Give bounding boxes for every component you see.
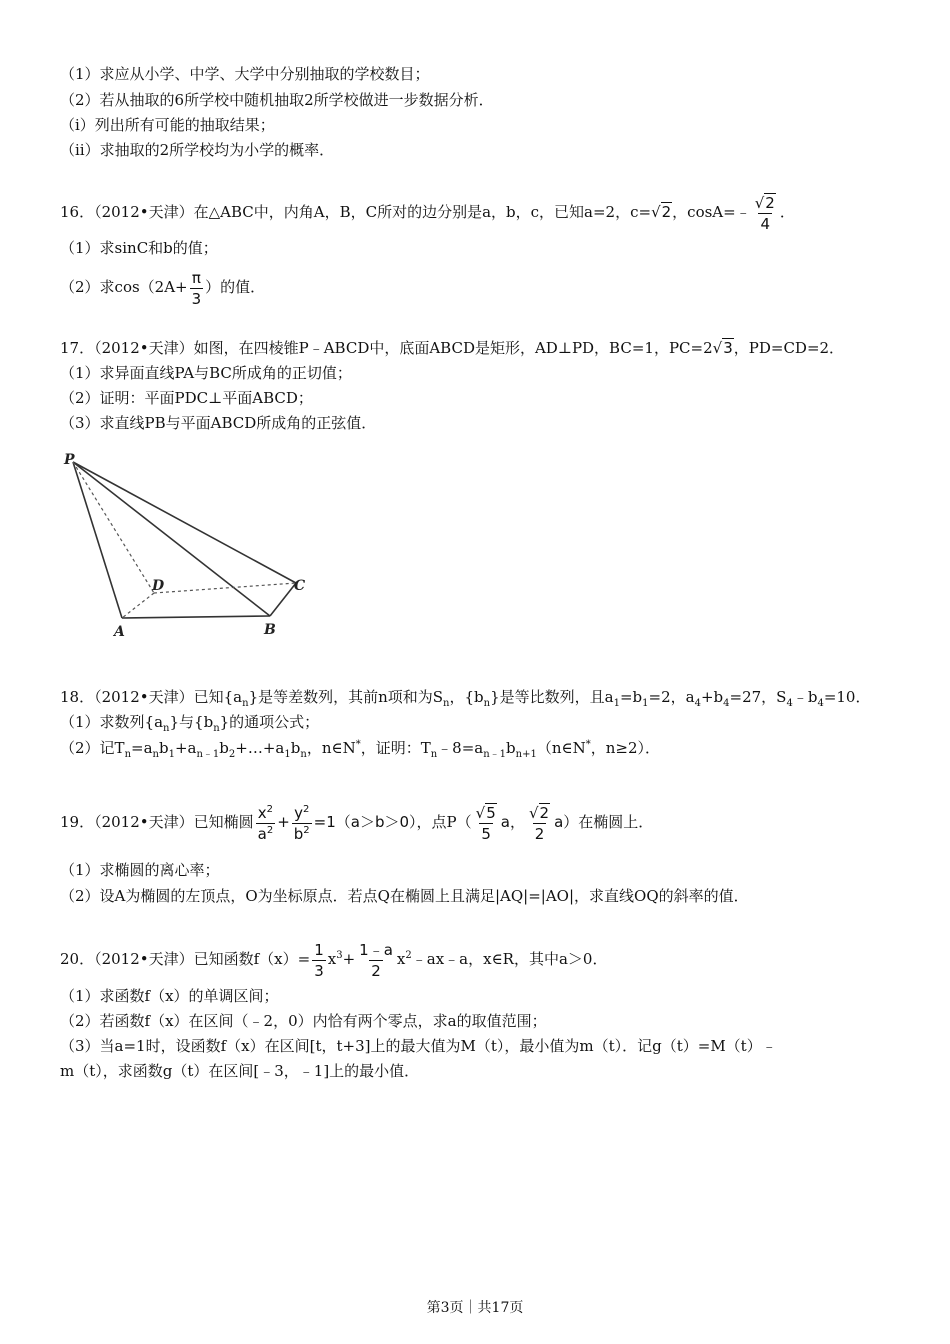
edge-ab [122, 616, 270, 618]
q16-stem-text: 16．（2012•天津）在△ABC中，内角A，B，C所对的边分别是a，b，c，已知a=2，c= [60, 203, 652, 221]
edge-pc [73, 462, 296, 583]
q19-stem: 19．（2012•天津）已知椭圆 $\frac{x^2}{a^2}$ + $\frac{y^2}{b^2}$ =1（a＞b＞0），点P（ $\frac{√5}{5}$ a， $\frac{√2}{2}$ a）在椭圆上． [60, 803, 654, 843]
q18-stem: 18．（2012•天津）已知$\{a_n\}$是等差数列，其前n项和为$S_n$，$\{b_n\}$是等比数列，且$a_1=b_1=2$，$a_4+b_4=27$，$S_4﹣b_4=10$． [60, 688, 871, 709]
frac-sqrt2-over-2: $\frac{√2}{2}$ [528, 803, 550, 843]
q17-stem: 17．（2012•天津）如图，在四棱锥P﹣ABCD中，底面ABCD是矩形，AD⊥PD，BC=1，PC=2√3，PD=CD=2． [60, 339, 845, 357]
edge-bc [270, 583, 296, 616]
label-d: D [152, 578, 165, 594]
q16-stem: 16．（2012•天津）在△ABC中，内角A，B，C所对的边分别是a，b，c，已知a=2，c=√2，cosA=﹣ $\frac{√2}{4}$ ． [60, 193, 795, 233]
label-a: A [114, 624, 125, 640]
edge-dc [154, 583, 296, 593]
q18-part2: （2）记$T_n=a_nb_1+a_{n﹣1}b_2+\dots+a_1b_n$，n∈N*，证明：$T_n﹣8=a_{n﹣1}b_{n+1}(n\in N^*$，n≥2）． [60, 739, 661, 760]
q20-part1: （1）求函数f（x）的单调区间； [60, 987, 279, 1005]
q20-part3-line2: m（t），求函数g（t）在区间[﹣3，﹣1]上的最小值． [60, 1062, 420, 1080]
pyramid-figure [58, 448, 318, 643]
q20-part2: （2）若函数f（x）在区间（﹣2，0）内恰有两个零点，求a的取值范围； [60, 1012, 547, 1030]
label-c: C [294, 578, 306, 594]
q15-part2: （2）若从抽取的6所学校中随机抽取2所学校做进一步数据分析． [60, 91, 494, 109]
frac-sqrt2-over-4: $\frac{√2}{4}$ [754, 193, 775, 233]
q20-part3-line1: （3）当a=1时，设函数f（x）在区间[t，t+3]上的最大值为M（t），最小值为m（t）．记g（t）=M（t）﹣ [60, 1037, 777, 1055]
q17-part3: （3）求直线PB与平面ABCD所成角的正弦值． [60, 414, 377, 432]
q18-part1: （1）求数列$\{a_n\}$与$\{b_n\}$的通项公式； [60, 713, 320, 734]
q19-part2: （2）设A为椭圆的左顶点，O为坐标原点．若点Q在椭圆上且满足|AQ|=|AO|，求直线OQ的斜率的值． [60, 887, 749, 905]
edge-da [122, 593, 154, 618]
frac-1-over-3: $\frac{1}{3}$ [314, 940, 324, 980]
edge-pd [73, 462, 154, 593]
q16-part1: （1）求sinC和b的值； [60, 239, 218, 257]
sqrt-2: √2 [651, 203, 672, 221]
frac-sqrt5-over-5: $\frac{√5}{5}$ [475, 803, 496, 843]
q15-part1: （1）求应从小学、中学、大学中分别抽取的学校数目； [60, 65, 430, 83]
frac-y2-b2: $\frac{y^2}{b^2}$ [293, 803, 310, 843]
page-footer: 第3页｜共17页 [426, 1300, 524, 1316]
frac-1-minus-a-over-2: $\frac{1﹣a}{2}$ [359, 940, 393, 980]
edge-pb [73, 462, 270, 616]
frac-pi-over-3: $\frac{\pi}{3}$ [191, 268, 202, 308]
q19-part1: （1）求椭圆的离心率； [60, 861, 220, 879]
q15-part2-i: （ⅰ）列出所有可能的抽取结果； [60, 116, 275, 134]
label-b: B [264, 622, 276, 638]
q17-part1: （1）求异面直线PA与BC所成角的正切值； [60, 364, 352, 382]
q20-stem: 20．（2012•天津）已知函数f（x）= $\frac{1}{3}$ $x^3+$ $\frac{1﹣a}{2}$ $x^2﹣ax﹣a$，x∈R，其中a＞0． [60, 940, 608, 980]
sqrt-3: √3 [712, 339, 733, 357]
frac-x2-a2: $\frac{x^2}{a^2}$ [257, 803, 274, 843]
q16-part2: （2）求cos（2A+ $\frac{\pi}{3}$ ）的值． [60, 268, 266, 308]
q15-part2-ii: （ⅱ）求抽取的2所学校均为小学的概率． [60, 141, 335, 159]
label-p: P [64, 452, 75, 468]
q17-part2: （2）证明：平面PDC⊥平面ABCD； [60, 389, 313, 407]
